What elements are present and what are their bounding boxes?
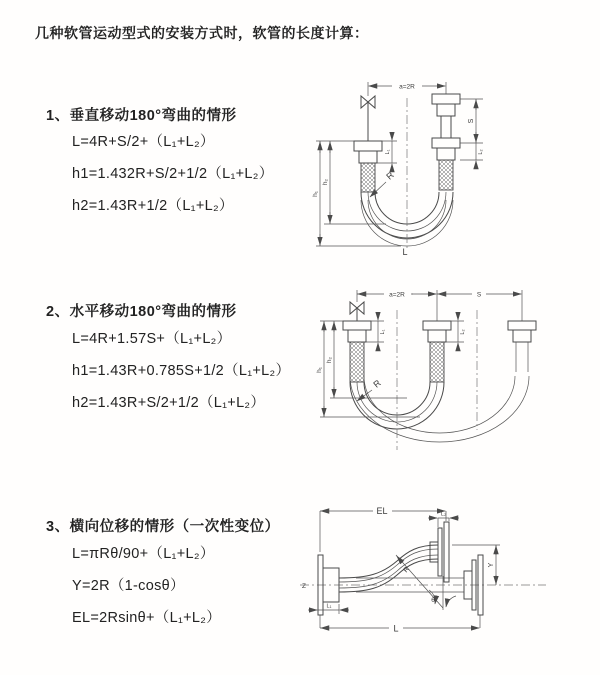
diagram-2-horizontal-180-bend [312, 280, 598, 466]
section-2-formula-h1: h1=1.43R+0.785S+1/2（L₁+L₂） [72, 363, 291, 379]
dim-h2 [322, 141, 386, 224]
section-3-formula-L: L=πRθ/90+（L₁+L₂） [72, 546, 215, 562]
dim-label-l2: L₂ [478, 149, 484, 155]
dim-label-y: Y [488, 562, 495, 568]
dim-label-l1: L₁ [326, 603, 332, 610]
dim-label-radius: R [371, 377, 383, 390]
dim-label-l2: L₂ [460, 329, 466, 335]
dim-label-el: EL [376, 506, 388, 516]
dim-l2 [446, 313, 466, 350]
dim-h1 [312, 141, 401, 246]
middle-hose-end [423, 321, 451, 382]
page-title: 几种软管运动型式的安装方式时，软管的长度计算： [35, 25, 369, 41]
dim-label-theta: θ [431, 597, 435, 604]
section-1-formula-h2: h2=1.43R+1/2（L₁+L₂） [72, 198, 234, 214]
section-1-formula-h1: h1=1.432R+S/2+1/2（L₁+L₂） [72, 166, 274, 182]
diagram-1-vertical-180-bend [306, 66, 592, 260]
dim-label-l1: L₁ [385, 149, 391, 155]
section-2-heading: 2、水平移动180°弯曲的情形 [46, 304, 237, 320]
dim-l1 [308, 604, 349, 615]
valve-icon [350, 302, 364, 321]
left-hose-end [343, 321, 371, 382]
dim-label-l1: L₁ [380, 329, 386, 335]
dim-h1 [316, 321, 420, 417]
dim-label-h2: h₂ [326, 356, 333, 364]
section-3-formula-Y: Y=2R（1-cosθ） [72, 578, 185, 594]
dim-length [320, 615, 480, 634]
section-2-formula-h2: h2=1.43R+S/2+1/2（L₁+L₂） [72, 395, 266, 411]
displaced-hose-end [430, 522, 449, 582]
dim-label-l2: L₂ [440, 511, 447, 518]
dim-label-s: S [468, 118, 475, 124]
dim-label-length: L [402, 247, 408, 257]
section-1-formula-L: L=4R+S/2+（L₁+L₂） [72, 134, 215, 150]
dim-span-a2r [357, 290, 522, 321]
dim-label-h1: h₁ [316, 367, 323, 373]
dim-label-s: S [476, 291, 482, 299]
dim-label-span: a=2R [399, 83, 415, 91]
section-1-heading: 1、垂直移动180°弯曲的情形 [46, 108, 237, 124]
section-2-formula-L: L=4R+1.57S+（L₁+L₂） [72, 331, 232, 347]
dim-label-radius: R [402, 565, 412, 575]
section-3-formula-EL: EL=2Rsinθ+（L₁+L₂） [72, 610, 222, 626]
right-hose-end-displaced [508, 321, 536, 372]
dim-s [437, 292, 521, 299]
dim-l2 [460, 143, 484, 168]
dim-el [320, 506, 446, 552]
dim-s [460, 99, 483, 143]
section-3-heading: 3、横向位移的情形（一次性变位） [46, 519, 280, 535]
dim-label-length: L [393, 623, 399, 634]
dim-l1 [377, 133, 397, 171]
dim-label-radius: R [384, 169, 396, 182]
diagram-3-lateral-displacement [296, 498, 600, 654]
dim-l1 [366, 313, 386, 350]
valve-icon [361, 96, 375, 141]
dim-label-h1: h₁ [312, 191, 319, 197]
left-hose-end [354, 141, 382, 192]
right-hose-end [432, 94, 460, 190]
dim-label-span: a=2R [389, 291, 405, 299]
axis-mark: Z [302, 583, 306, 590]
dim-label-h2: h₂ [322, 178, 329, 186]
